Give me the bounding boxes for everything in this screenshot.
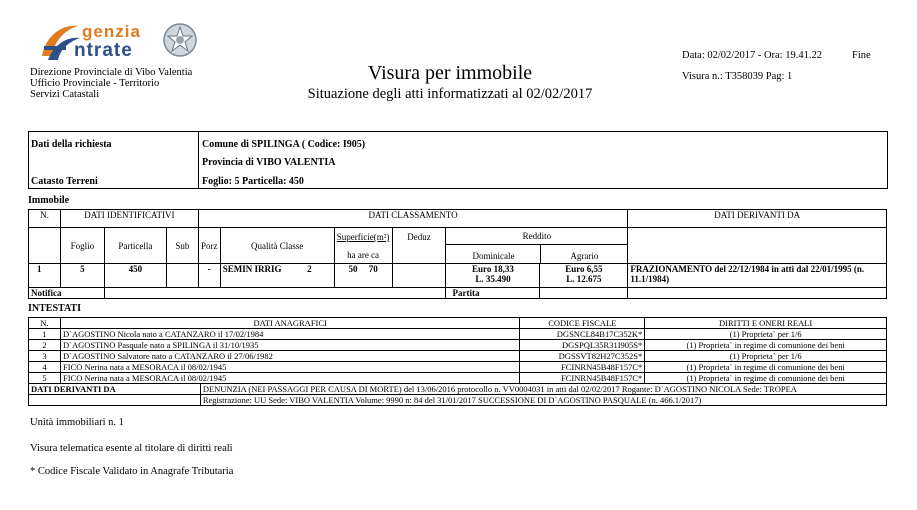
logo-text-agenzia: genzia xyxy=(82,22,141,41)
table-row xyxy=(29,340,887,351)
col-dominicale: Dominicale xyxy=(446,245,541,263)
derivanti-text-2: Registrazione: UU Sede: VIBO VALENTIA Volume: 9990 n: 84 del 31/01/2017 SUCCESSIONE DI D`AGOSTINO PASQUALE (n. 466.1/2017) xyxy=(200,395,886,406)
cell-agrario xyxy=(540,264,628,288)
cell-agr-euro: Euro 6,55 xyxy=(565,264,603,274)
row-diritti: (1) Proprieta` in regime di comunione dei beni xyxy=(645,340,887,351)
col-reddito-label: Reddito xyxy=(446,228,627,245)
row-n: 5 xyxy=(29,373,61,384)
col-superficie xyxy=(334,228,392,264)
cell-sup-ca: 70 xyxy=(368,264,378,274)
intestati-header xyxy=(29,318,887,329)
office-line: Direzione Provinciale di Vibo Valentia xyxy=(30,67,193,78)
immobile-group-header xyxy=(29,210,887,228)
row-diritti: (1) Proprieta` per 1/6 xyxy=(645,329,887,340)
table-row xyxy=(29,373,887,384)
cell-classe: 2 xyxy=(307,264,312,274)
office-info xyxy=(30,67,192,100)
derivanti-row xyxy=(29,384,887,395)
cell-derivanti: FRAZIONAMENTO del 22/12/1984 in atti dal 22/01/1995 (n. 11.1/1984) xyxy=(628,264,887,288)
cell-dom-lire: L. 35.490 xyxy=(475,274,511,284)
row-codice-fiscale: FCINRN45B48F157C* xyxy=(520,362,645,373)
row-anagrafici: D`AGOSTINO Nicola nato a CATANZARO il 17/02/1984 xyxy=(60,329,519,340)
row-codice-fiscale: FCINRN45B48F157C* xyxy=(520,373,645,384)
units-count: Unità immobiliari n. 1 xyxy=(30,417,124,428)
group-dati-derivanti: DATI DERIVANTI DA xyxy=(628,210,887,228)
page-subtitle: Situazione degli atti informatizzati al 02/02/2017 xyxy=(307,86,593,102)
row-diritti: (1) Proprieta` per 1/6 xyxy=(645,351,887,362)
codice-fiscale-note: * Codice Fiscale Validato in Anagrafe Tributaria xyxy=(30,466,234,477)
col-agrario: Agrario xyxy=(570,251,599,261)
row-anagrafici: FICO Nerina nata a MESORACA il 08/02/1945 xyxy=(60,373,519,384)
request-divider xyxy=(198,131,199,188)
office-line: Servizi Catastali xyxy=(30,89,100,100)
row-n: 4 xyxy=(29,362,61,373)
derivanti-text-1: DENUNZIA (NEI PASSAGGI PER CAUSA DI MORTE) del 13/06/2016 protocollo n. VV0004031 in atti dal 02/02/2017 Rogante: D`AGOSTINO NICOLA Sede: TROPEA xyxy=(200,384,886,395)
immobile-col-header xyxy=(29,228,887,264)
section-intestati: INTESTATI xyxy=(28,303,81,314)
visura-number: Visura n.: T358039 Pag: 1 xyxy=(682,71,793,82)
end-label: Fine xyxy=(852,50,871,61)
office-line: Ufficio Provinciale - Territorio xyxy=(30,78,160,89)
col-foglio: Foglio xyxy=(60,228,104,264)
date-line: Data: 02/02/2017 - Ora: 19.41.22 xyxy=(682,50,822,61)
cell-qualita-classe xyxy=(220,264,334,288)
immobile-row xyxy=(29,264,887,288)
visura-note: Visura telematica esente al titolare di diritti reali xyxy=(30,443,233,454)
intestati-table xyxy=(28,317,887,406)
col-diritti: DIRITTI E ONERI REALI xyxy=(645,318,887,329)
row-codice-fiscale: DGSSVT82H27C352S* xyxy=(520,351,645,362)
immobile-table xyxy=(28,209,887,299)
row-diritti: (1) Proprieta` in regime di comunione dei beni xyxy=(645,362,887,373)
row-anagrafici: D`AGOSTINO Salvatore nato a CATANZARO il 27/06/1982 xyxy=(60,351,519,362)
col-sub: Sub xyxy=(166,228,198,264)
col-dati-anagrafici: DATI ANAGRAFICI xyxy=(60,318,519,329)
cell-foglio: 5 xyxy=(60,264,104,288)
col-superficie-unit: ha are ca xyxy=(347,250,380,260)
derivanti-row-2 xyxy=(29,395,887,406)
group-dati-classamento: DATI CLASSAMENTO xyxy=(198,210,628,228)
agenzia-entrate-logo xyxy=(30,18,200,66)
cell-sup-are: 50 xyxy=(348,264,358,274)
cell-n: 1 xyxy=(29,264,61,288)
republic-emblem-icon xyxy=(162,20,198,60)
cell-particella: 450 xyxy=(104,264,166,288)
section-immobile: Immobile xyxy=(28,195,70,206)
table-row xyxy=(29,362,887,373)
cell-dom-euro: Euro 18,33 xyxy=(472,264,514,274)
cell-qualita: SEMIN IRRIG xyxy=(222,264,282,274)
cell-dominicale xyxy=(446,264,540,288)
row-codice-fiscale: DGSPQL35R31I905S* xyxy=(520,340,645,351)
row-diritti: (1) Proprieta` in regime di comunione dei beni xyxy=(645,373,887,384)
row-n: 1 xyxy=(29,329,61,340)
table-row xyxy=(29,329,887,340)
page-title: Visura per immobile xyxy=(367,62,533,84)
notifica-label: Notifica xyxy=(29,288,105,299)
cell-agr-lire: L. 12.675 xyxy=(566,274,602,284)
request-provincia: Provincia di VIBO VALENTIA xyxy=(202,157,336,168)
col-particella: Particella xyxy=(104,228,166,264)
cell-superficie xyxy=(334,264,392,288)
request-foglio: Foglio: 5 Particella: 450 xyxy=(202,176,304,187)
request-box xyxy=(28,131,888,189)
logo-text-entrate: ntrate xyxy=(74,40,133,61)
cell-deduz xyxy=(392,264,446,288)
col-n: N. xyxy=(29,318,61,329)
col-qualita-classe: Qualità Classe xyxy=(220,228,334,264)
col-n: N. xyxy=(29,210,61,228)
row-n: 3 xyxy=(29,351,61,362)
row-codice-fiscale: DGSNCL84B17C352K* xyxy=(520,329,645,340)
request-comune: Comune di SPILINGA ( Codice: I905) xyxy=(202,139,366,150)
request-catasto: Catasto Terreni xyxy=(31,176,98,187)
col-deduz: Deduz xyxy=(392,228,446,264)
derivanti-label: DATI DERIVANTI DA xyxy=(29,384,201,395)
cell-sub xyxy=(166,264,198,288)
row-anagrafici: FICO Nerina nata a MESORACA il 08/02/1945 xyxy=(60,362,519,373)
row-anagrafici: D`AGOSTINO Pasquale nato a SPILINGA il 31/10/1935 xyxy=(60,340,519,351)
row-n: 2 xyxy=(29,340,61,351)
col-superficie-label: Superficie(m²) xyxy=(336,232,390,242)
partita-label: Partita xyxy=(446,288,540,299)
col-reddito xyxy=(446,228,628,264)
col-porz: Porz xyxy=(198,228,220,264)
group-dati-identificativi: DATI IDENTIFICATIVI xyxy=(60,210,198,228)
cell-porz: - xyxy=(198,264,220,288)
request-label: Dati della richiesta xyxy=(31,139,112,150)
notifica-row xyxy=(29,288,887,299)
col-codice-fiscale: CODICE FISCALE xyxy=(520,318,645,329)
table-row xyxy=(29,351,887,362)
